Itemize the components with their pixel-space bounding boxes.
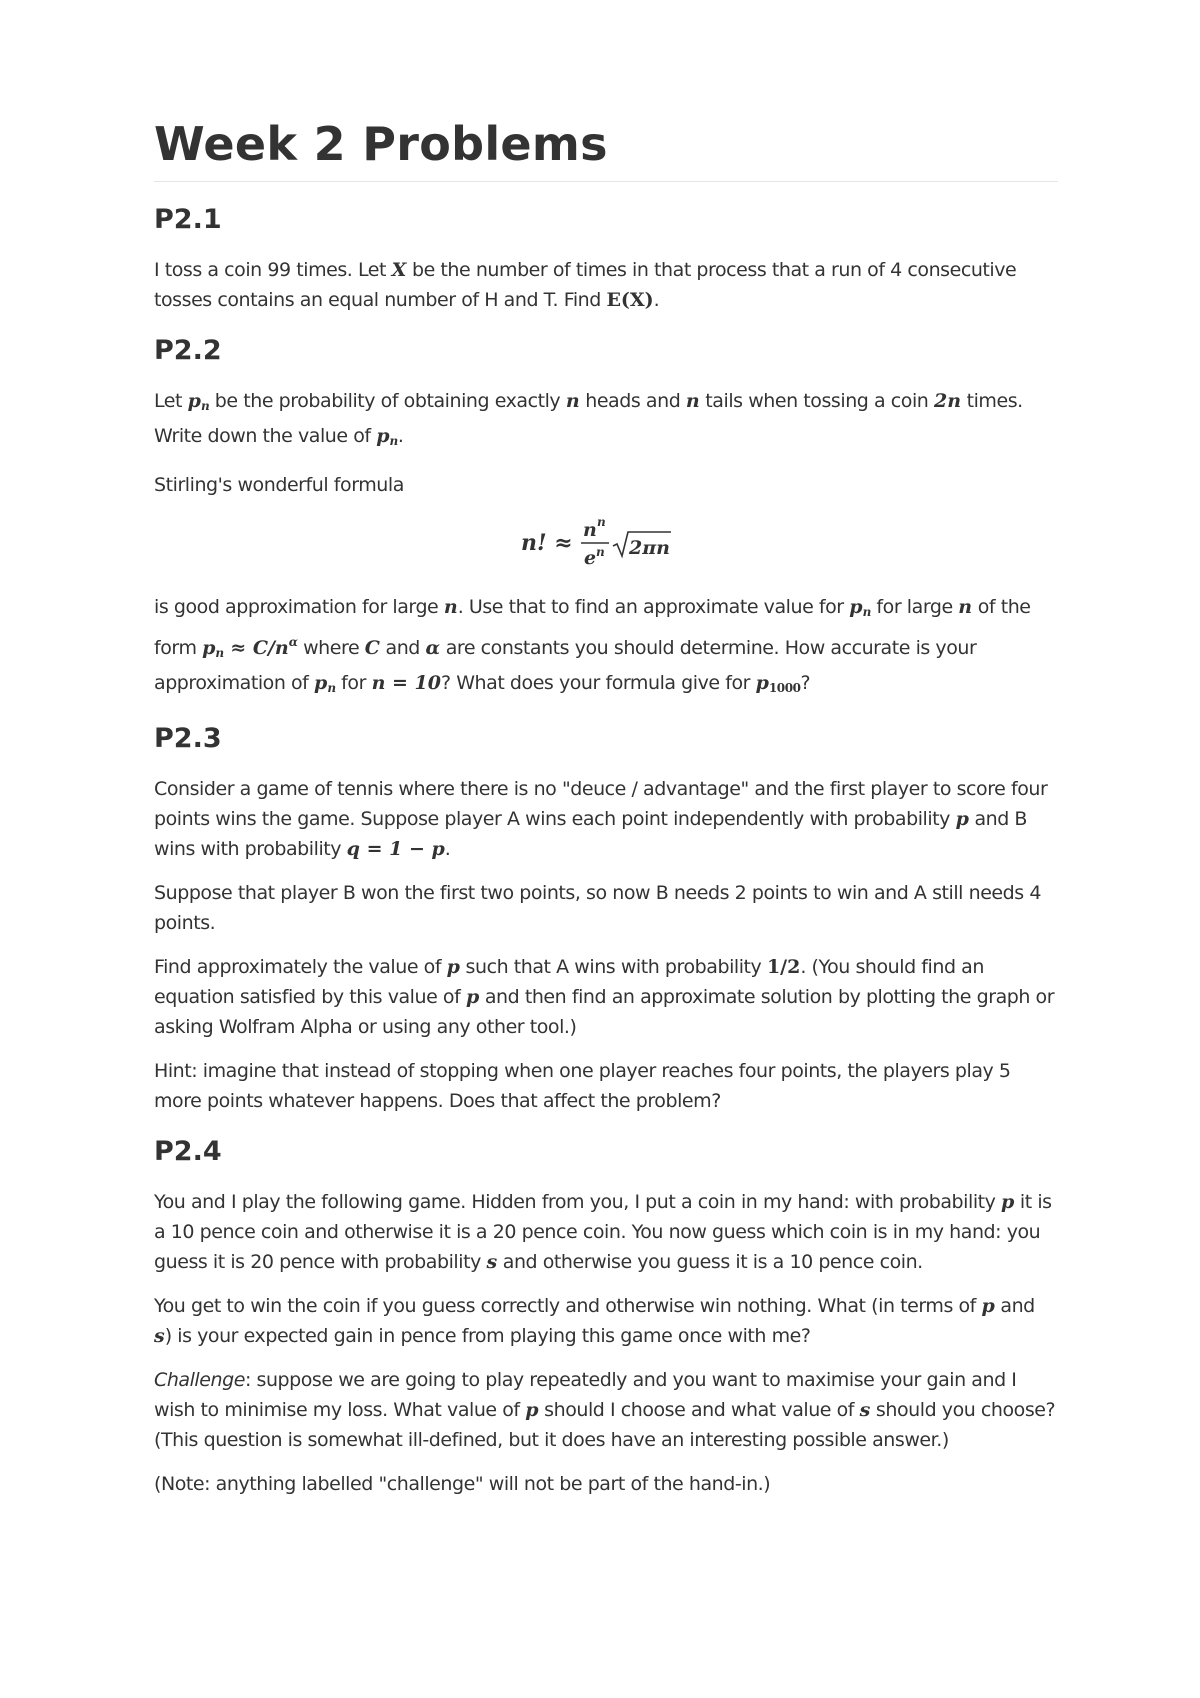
note-text: (Note: anything labelled "challenge" will not be part of the hand-in.)	[154, 1472, 771, 1495]
formula-denominator-exp: n	[596, 544, 605, 559]
formula-denominator: e	[584, 546, 597, 569]
formula-lhs: n! ≈	[521, 529, 573, 556]
problem-heading: P2.4	[154, 1135, 222, 1167]
challenge-text: Challenge: suppose we are going to play repeatedly and you want to maximise your gain and I wish to minimise my loss. What value of p should I choose and what value of s should you choose? (This question is somewhat ill-defined, but it does have an interesting possible answer.)	[154, 1368, 1056, 1451]
page-title: Week 2 Problems	[154, 117, 608, 171]
formula-numerator: n	[583, 518, 597, 541]
problem-heading: P2.2	[154, 334, 222, 366]
title-divider	[154, 181, 1058, 182]
problem-p2-2	[154, 335, 1058, 703]
problem-p2-1	[154, 204, 1058, 315]
problem-heading: P2.1	[154, 203, 222, 235]
problem-text: Find approximately the value of p such that A wins with probability 1/2. (You should find an equation satisfied by this value of p and then find an approximate solution by plotting the graph or asking Wolfram Alpha or using any other tool.)	[154, 955, 1055, 1038]
formula-numerator-exp: n	[597, 514, 606, 529]
problem-text: Suppose that player B won the first two points, so now B needs 2 points to win and A still needs 4 points.	[154, 881, 1041, 934]
problem-heading: P2.3	[154, 722, 222, 754]
problem-text: You and I play the following game. Hidden from you, I put a coin in my hand: with probability p it is a 10 pence coin and otherwise it is a 20 pence coin. You now guess which coin is in my hand: you guess it is 20 pence with probability s and otherwise you guess it is a 10 pence coin.	[154, 1190, 1052, 1273]
problem-text: I toss a coin 99 times. Let X be the number of times in that process that a run of 4 consecutive tosses contains an equal number of H and T. Find E(X).	[154, 258, 1017, 311]
problem-p2-4	[154, 1136, 1058, 1499]
document-page	[154, 118, 1058, 1519]
hint-text: Hint: imagine that instead of stopping when one player reaches four points, the players play 5 more points whatever happens. Does that affect the problem?	[154, 1059, 1011, 1112]
stirling-formula-svg	[521, 514, 691, 574]
problem-text: You get to win the coin if you guess correctly and otherwise win nothing. What (in terms of p and s) is your expected gain in pence from playing this game once with me?	[154, 1294, 1035, 1347]
formula-radicand: 2πn	[629, 536, 670, 559]
problem-p2-3	[154, 723, 1058, 1116]
stirling-formula	[154, 514, 1058, 574]
stirling-intro: Stirling's wonderful formula	[154, 473, 404, 496]
problem-text: Let $p_n$ be the probability of obtaining exactly n heads and n tails when tossing a coin 2n times. Write down the value of $p_n$.	[154, 389, 1023, 448]
problem-text: Consider a game of tennis where there is no "deuce / advantage" and the first player to score four points wins the game. Suppose player A wins each point independently with probability p and B wins with probability q = 1 − p.	[154, 777, 1048, 860]
problem-text: is good approximation for large n. Use that to find an approximate value for $p_n$ for large n of the form $p_n \approx C/n^\alpha$ where C and α are constants you should determine. How accurate is your approximation of $p_n$ for n = 10? What does your formula give for $p_{1000}$?	[154, 595, 1031, 695]
